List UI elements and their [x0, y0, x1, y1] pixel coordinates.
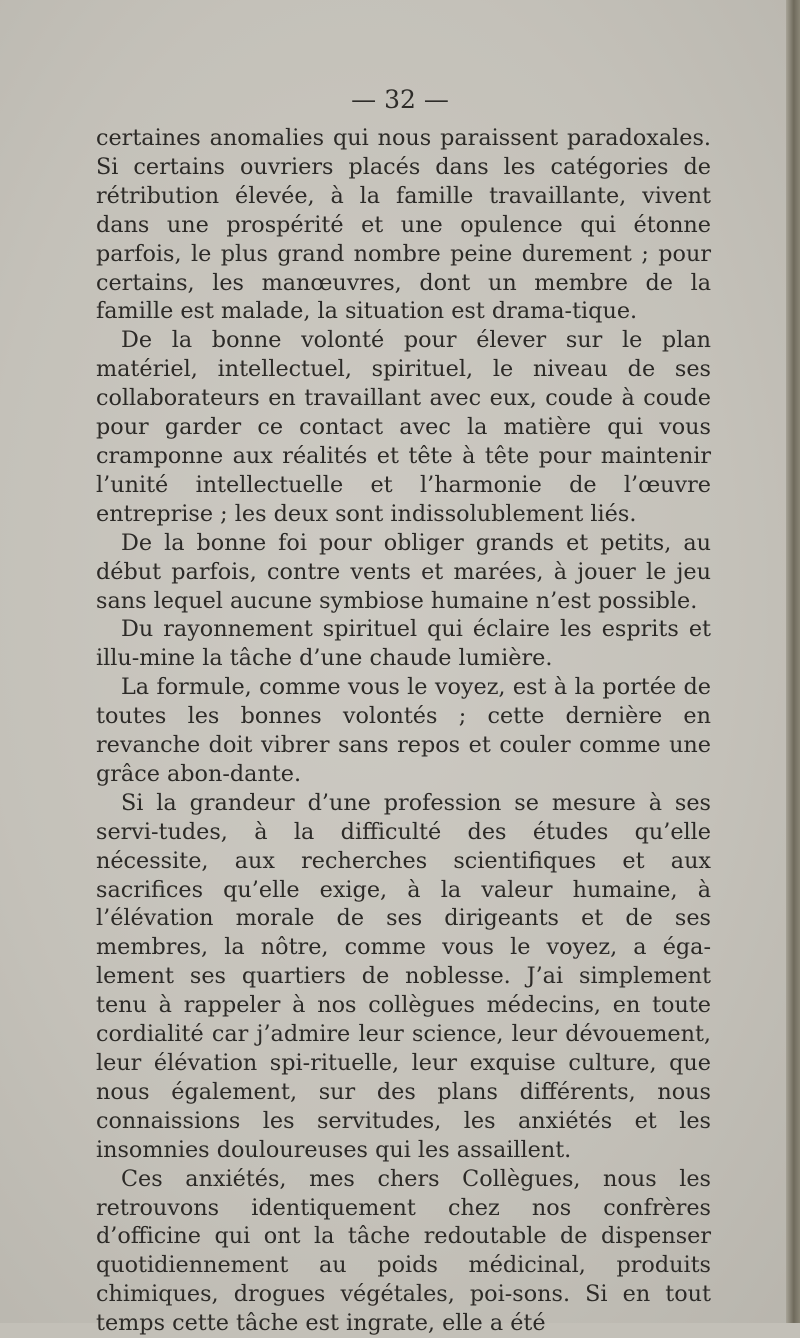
page-edge-shadow	[786, 0, 800, 1323]
paragraph-7: Ces anxiétés, mes chers Collègues, nous les retrouvons identiquement chez nos confrères d’officine qui ont la tâche redoutable de dispenser quotidiennement au poids médicinal, produits chimiques, drogues végétales, poi-sons. Si en tout temps cette tâche est ingrate, elle a été	[96, 1165, 711, 1337]
paragraph-5: La formule, comme vous le voyez, est à la portée de toutes les bonnes volontés ; cette dernière en revanche doit vibrer sans repos et couler comme une grâce abon-dante.	[96, 674, 711, 787]
paragraph-6: Si la grandeur d’une profession se mesure à ses servi-tudes, à la difficulté des études qu’elle nécessite, aux recherches scientifiques et aux sacrifices qu’elle exige, à la valeur humaine, à l’élévation morale de ses dirigeants et de ses membres, la nôtre, comme vous le voyez, a éga-lement ses quartiers de noblesse. J’ai simplement tenu à rappeler à nos collègues médecins, en toute cordialité car j’admire leur science, leur dévouement, leur élévation spi-rituelle, leur exquise culture, que nous également, sur des plans différents, nous connaissions les servitudes, les anxiétés et les insomnies douloureuses qui les assaillent.	[96, 789, 711, 1163]
paragraph-3: De la bonne foi pour obliger grands et petits, au début parfois, contre vents et marées, à jouer le jeu sans lequel aucune symbiose humaine n’est possible.	[96, 529, 711, 614]
page-number: — 32 —	[351, 85, 449, 114]
body-text	[96, 124, 711, 1338]
paragraph-2: De la bonne volonté pour élever sur le plan matériel, intellectuel, spirituel, le niveau de ses collaborateurs en travaillant avec eux, coude à coude pour garder ce contact avec la matière qui vous cramponne aux réalités et tête à tête pour maintenir l’unité intellectuelle et l’harmonie de l’œuvre entreprise ; les deux sont indissolublement liés.	[96, 327, 711, 527]
paragraph-1: certaines anomalies qui nous paraissent paradoxales. Si certains ouvriers placés dans les catégories de rétribution élevée, à la famille travaillante, vivent dans une prospérité et une opulence qui étonne parfois, le plus grand nombre peine durement ; pour certains, les manœuvres, dont un membre de la famille est malade, la situation est drama-tique.	[96, 125, 711, 325]
paragraph-4: Du rayonnement spirituel qui éclaire les esprits et illu-mine la tâche d’une chaude lumière.	[96, 616, 711, 672]
